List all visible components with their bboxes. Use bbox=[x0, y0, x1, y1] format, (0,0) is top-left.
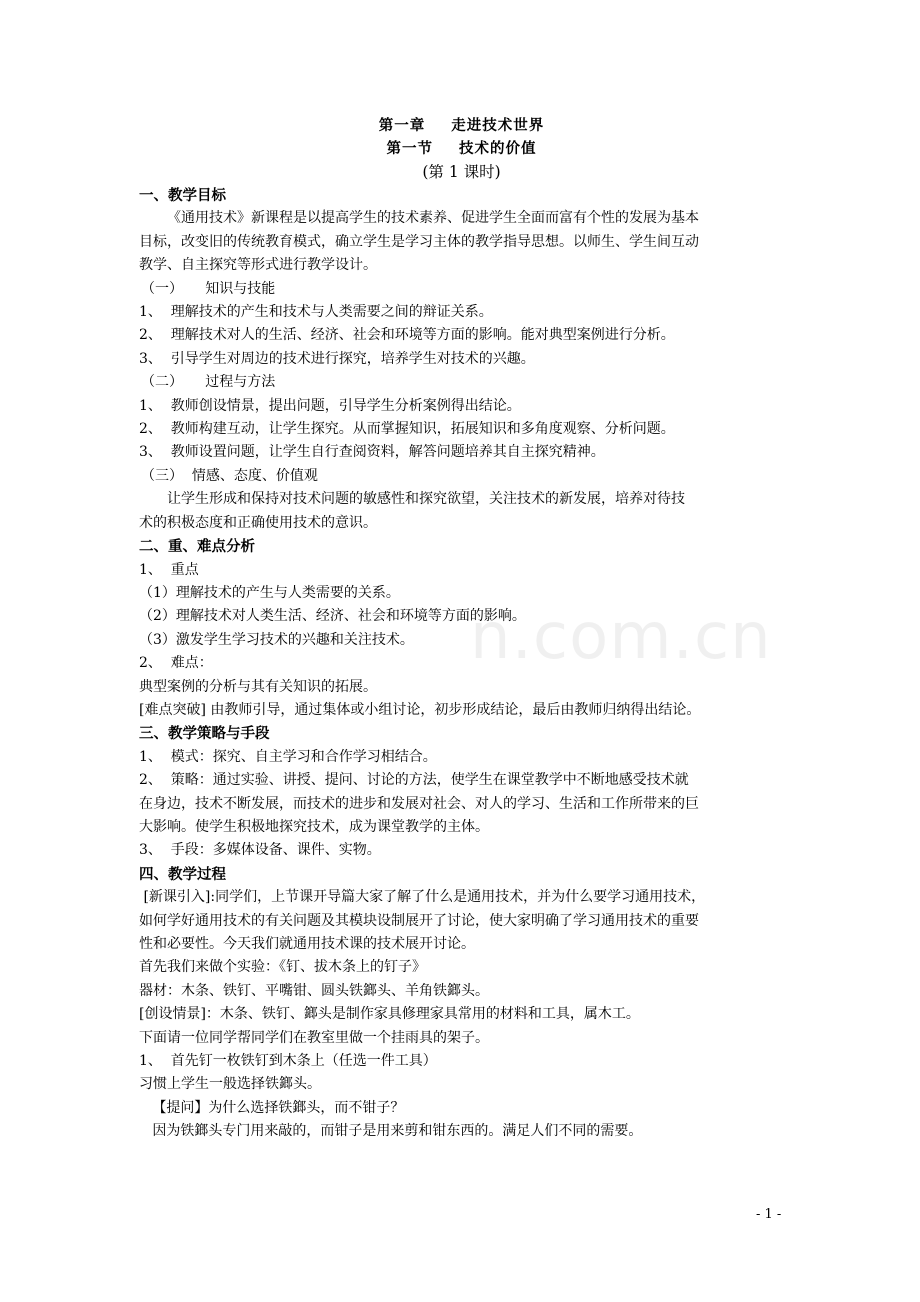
document-body bbox=[139, 114, 784, 1144]
text-line: [新课引入]:同学们，上节课开导篇大家了解了什么是通用技术，并为什么要学习通用技术， bbox=[139, 889, 706, 906]
text-line: 目标，改变旧的传统教育模式，确立学生是学习主体的教学指导思想。以师生、学生间互动 bbox=[139, 233, 699, 250]
text-line: 大影响。使学生积极地探究技术，成为课堂教学的主体。 bbox=[139, 818, 489, 835]
text-line: 在身边，技术不断发展，而技术的进步和发展对社会、对人的学习、生活和工作所带来的巨 bbox=[139, 795, 699, 812]
text-line: 习惯上学生一般选择铁鎯头。 bbox=[139, 1076, 321, 1093]
section-heading-line: 一、教学目标 bbox=[139, 187, 226, 204]
section-heading-line: 三、教学策略与手段 bbox=[139, 725, 270, 743]
document-text bbox=[139, 184, 784, 1144]
text-line: 2、 教师构建互动，让学生探究。从而掌握知识，拓展知识和多角度观察、分析问题。 bbox=[139, 421, 675, 438]
text-line: 教学、自主探究等形式进行教学设计。 bbox=[139, 257, 377, 274]
page-number: - 1 - bbox=[756, 1207, 782, 1222]
text-line: 3、 手段：多媒体设备、课件、实物。 bbox=[139, 842, 381, 859]
chapter-number: 第一章 bbox=[378, 117, 426, 134]
section-heading-line: 二、重、难点分析 bbox=[139, 538, 255, 556]
text-line: [创设情景]：木条、铁钉、鎯头是制作家具修理家具常用的材料和工具，属木工。 bbox=[139, 1006, 640, 1023]
text-line: 如何学好通用技术的有关问题及其模块设制展开了讨论，使大家明确了学习通用技术的重要 bbox=[139, 912, 699, 929]
section-heading bbox=[139, 137, 784, 160]
text-line: 因为铁鎯头专门用来敲的，而钳子是用来剪和钳东西的。满足人们不同的需要。 bbox=[139, 1123, 643, 1140]
text-line: 1、 理解技术的产生和技术与人类需要之间的辩证关系。 bbox=[139, 304, 493, 321]
text-line: （3）激发学生学习技术的兴趣和关注技术。 bbox=[139, 631, 414, 648]
chapter-title: 走进技术世界 bbox=[451, 117, 545, 134]
text-line: （二） 过程与方法 bbox=[141, 374, 276, 391]
lesson-label: (第 1 课时) bbox=[422, 163, 501, 181]
text-line: 让学生形成和保持对技术问题的敏感性和探究欲望，关注技术的新发展，培养对待技 bbox=[167, 491, 685, 508]
text-line: 术的积极态度和正确使用技术的意识。 bbox=[139, 514, 377, 531]
text-line: 2、 策略：通过实验、讲授、提问、讨论的方法，使学生在课堂教学中不断地感受技术就 bbox=[139, 772, 689, 789]
chapter-heading bbox=[139, 114, 784, 137]
text-line: 1、 模式：探究、自主学习和合作学习相结合。 bbox=[139, 748, 437, 765]
text-line: 《通用技术》新课程是以提高学生的技术素养、促进学生全面而富有个性的发展为基本 bbox=[167, 210, 699, 227]
text-line: 2、 难点： bbox=[139, 655, 213, 672]
text-line: 首先我们来做个实验：《钉、拔木条上的钉子》 bbox=[139, 959, 426, 976]
text-line: 2、 理解技术对人的生活、经济、社会和环境等方面的影响。能对典型案例进行分析。 bbox=[139, 327, 675, 344]
text-line: （2）理解技术对人类生活、经济、社会和环境等方面的影响。 bbox=[139, 608, 526, 625]
section-heading-line: 四、教学过程 bbox=[139, 865, 226, 883]
section-number: 第一节 bbox=[386, 140, 433, 157]
watermark: n.com.cn bbox=[470, 600, 772, 674]
text-line: 性和必要性。今天我们就通用技术课的技术展开讨论。 bbox=[139, 936, 475, 952]
text-line: （一） 知识与技能 bbox=[141, 280, 276, 297]
text-line: 1、 首先钉一枚铁钉到木条上（任选一件工具） bbox=[139, 1053, 437, 1070]
text-line: （三） 情感、态度、价值观 bbox=[141, 467, 318, 484]
text-line: 1、 重点 bbox=[139, 561, 199, 578]
text-line: 典型案例的分析与其有关知识的拓展。 bbox=[139, 678, 377, 695]
text-line: 3、 引导学生对周边的技术进行探究，培养学生对技术的兴趣。 bbox=[139, 350, 535, 367]
text-line: 下面请一位同学帮同学们在教室里做一个挂雨具的架子。 bbox=[139, 1029, 489, 1046]
text-line: 器材：木条、铁钉、平嘴钳、圆头铁鎯头、羊角铁鎯头。 bbox=[139, 982, 489, 999]
text-line: （1）理解技术的产生与人类需要的关系。 bbox=[139, 584, 400, 601]
text-line: 3、 教师设置问题，让学生自行查阅资料，解答问题培养其自主探究精神。 bbox=[139, 444, 605, 461]
text-line: 1、 教师创设情景，提出问题，引导学生分析案例得出结论。 bbox=[139, 397, 521, 414]
text-line: [难点突破] 由教师引导，通过集体或小组讨论，初步形成结论，最后由教师归纳得出结论。 bbox=[139, 701, 701, 718]
section-title: 技术的价值 bbox=[459, 140, 537, 157]
text-line: 【提问】为什么选择铁鎯头，而不钳子？ bbox=[139, 1099, 405, 1116]
